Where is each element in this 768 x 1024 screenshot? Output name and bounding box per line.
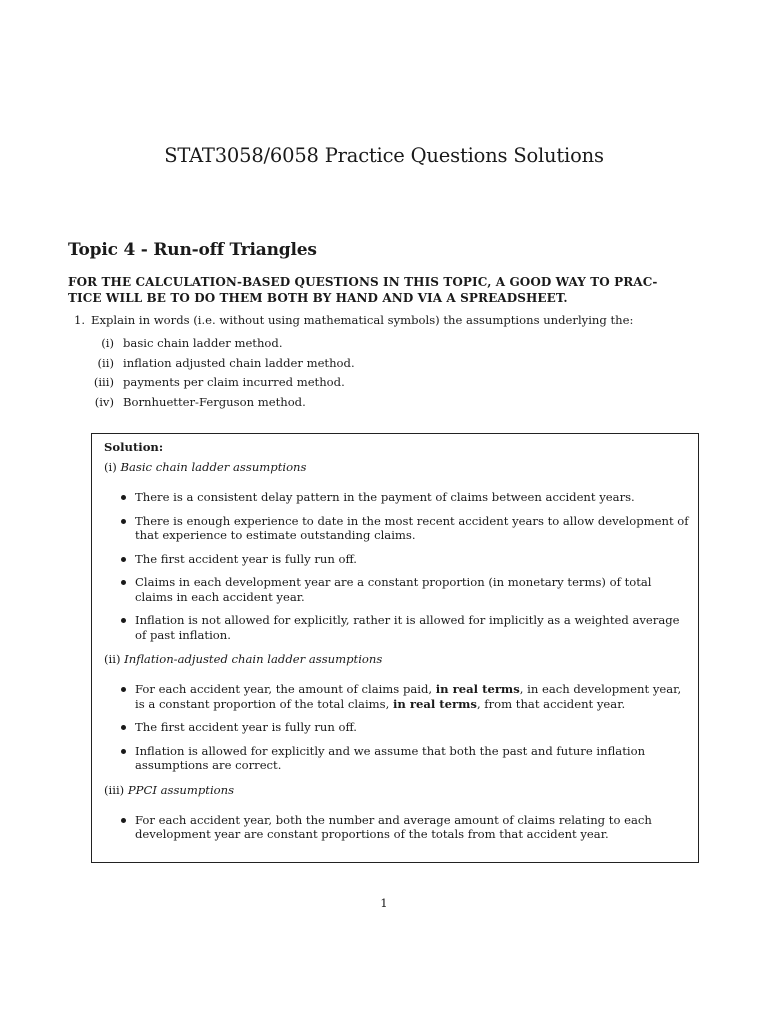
list-item [104,552,690,567]
bullet-list [104,682,690,773]
bullet-text: Inflation is allowed for explicitly and we assume that both the past and future inflation assumptions are correct. [135,743,646,772]
bullet-text: There is enough experience to date in the most recent accident years to allow development of that experience to estimate outstanding claims. [135,513,689,542]
emphasis-text: in real terms [435,682,520,696]
part-title: PPCI assumptions [127,782,235,797]
list-item [104,514,690,543]
section-heading: Topic 4 - Run-off Triangles [68,240,317,260]
part-number: (ii) [104,652,121,666]
notice-line-1: FOR THE CALCULATION-BASED QUESTIONS IN THIS TOPIC, A GOOD WAY TO PRAC- [68,275,658,289]
part-title: Inflation-adjusted chain ladder assumptions [124,652,383,666]
subitem-text: inflation adjusted chain ladder method. [123,355,355,370]
list-item [78,395,578,415]
bullet-text: , in each development year, is a constant proportion of the total claims, [135,682,682,711]
subitem-number: (i) [101,336,114,350]
solution-part-heading [104,652,690,672]
list-item [104,720,690,735]
list-item [78,375,578,395]
calculation-notice [68,274,700,306]
solution-box [91,433,699,863]
subitem-number: (iii) [93,375,114,389]
solution-part-heading [104,460,690,480]
part-number: (i) [104,460,117,474]
bullet-text: There is a consistent delay pattern in the payment of claims between accident years. [135,490,635,504]
subitem-text: basic chain ladder method. [123,336,283,350]
question-number: 1. [74,313,86,327]
question-subitems [78,336,578,414]
subitem-text: payments per claim incurred method. [123,375,345,389]
list-item [104,490,690,505]
part-title: Basic chain ladder assumptions [120,460,307,474]
document-title: STAT3058/6058 Practice Questions Solutions [164,144,604,167]
bullet-text: For each accident year, both the number and average amount of claims relating to each development year are constant proportions of the totals from that accident year. [135,812,652,841]
list-item [104,744,690,773]
question-text: Explain in words (i.e. without using mathematical symbols) the assumptions underlying the: [91,313,634,327]
list-item [78,356,578,376]
list-item [78,336,578,356]
subitem-number: (ii) [97,355,114,370]
bullet-text: , from that accident year. [476,696,626,711]
bullet-text: Inflation is not allowed for explicitly, rather it is allowed for implicitly as a weighted average of past inflation. [135,613,680,642]
bullet-list [104,813,690,842]
list-item [104,813,690,842]
subitem-number: (iv) [94,394,114,409]
list-item [104,682,690,711]
part-number: (iii) [104,782,125,797]
subitem-text: Bornhuetter-Ferguson method. [123,394,306,409]
list-item [104,575,690,604]
emphasis-text: in real terms [392,696,477,711]
bullet-text: The first accident year is fully run off. [135,720,357,734]
solution-part-heading [104,783,690,803]
solution-label: Solution: [104,440,164,454]
bullet-list [104,490,690,642]
bullet-text: The first accident year is fully run off. [135,551,357,566]
bullet-text: Claims in each development year are a constant proportion (in monetary terms) of total claims in each accident year. [135,575,652,604]
solution-content [104,440,690,852]
bullet-text: For each accident year, the amount of claims paid, [135,682,433,696]
list-item [104,613,690,642]
page-number: 1 [380,896,388,910]
notice-line-2: TICE WILL BE TO DO THEM BOTH BY HAND AND VIA A SPREADSHEET. [68,291,568,305]
